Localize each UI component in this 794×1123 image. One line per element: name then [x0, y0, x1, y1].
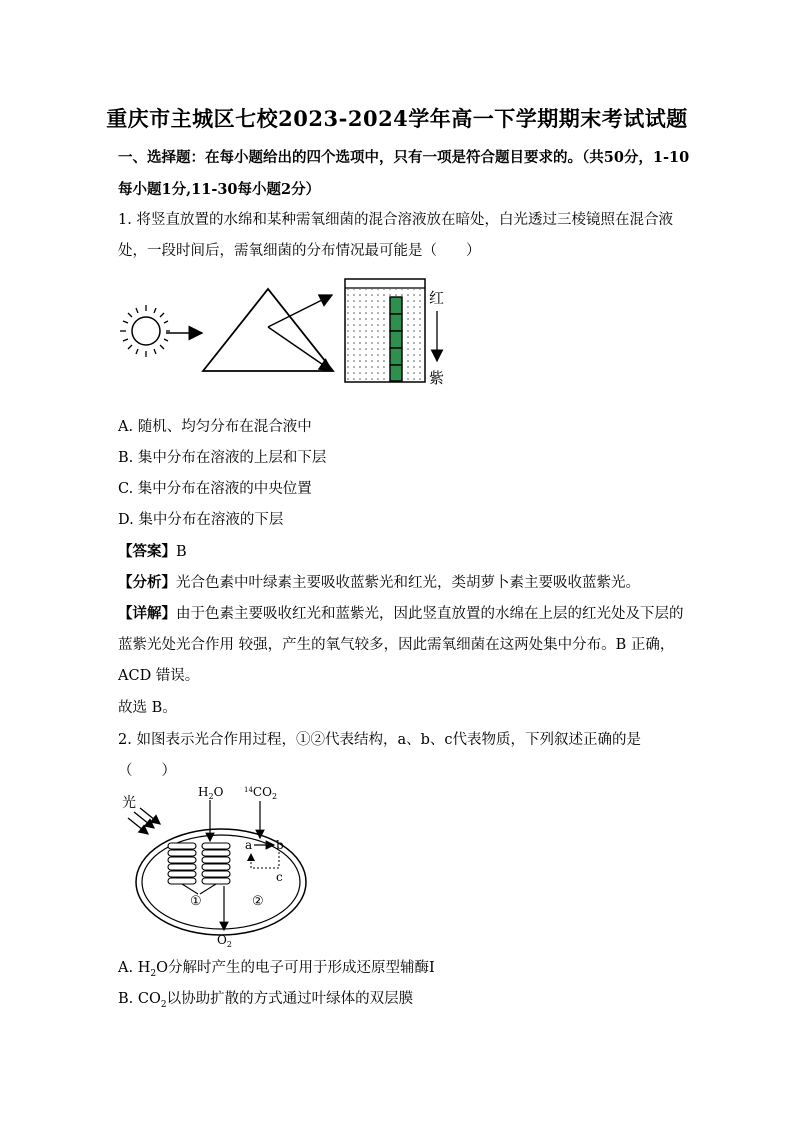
q1-detail-line1	[118, 602, 684, 623]
q1-analysis	[118, 571, 640, 592]
sun-icon	[120, 305, 170, 357]
q1-conclusion: 故选 B。	[118, 700, 177, 716]
q1-prism-figure	[118, 275, 458, 390]
spirogyra-filament	[390, 297, 402, 381]
co2-label: $^{14}CO_2$	[244, 785, 278, 801]
section-heading-line2: 每小题1分,11-30每小题2分）	[118, 181, 321, 198]
page-title: 重庆市主城区七校2023-2024学年高一下学期期末考试试题	[106, 106, 688, 131]
q1-stem-line1: 1. 将竖直放置的水绵和某种需氧细菌的混合溶液放在暗处，白光透过三棱镜照在混合液	[118, 212, 673, 228]
label-red: 红	[429, 289, 445, 307]
detail-text-1: 由于色素主要吸收红光和蓝紫光，因此竖直放置的水绵在上层的红光处及下层的	[176, 606, 684, 622]
structure-2-label: ②	[252, 894, 264, 909]
q1-option-c: C. 集中分布在溶液的中央位置	[118, 481, 312, 497]
substance-c: c	[276, 870, 283, 884]
answer-tag: 【答案】	[118, 543, 176, 560]
q1-option-a: A. 随机、均匀分布在混合液中	[118, 419, 312, 435]
q2-stem-line2: （ ）	[118, 763, 176, 779]
q1-detail-line2: 蓝紫光处光合作用 较强，产生的氧气较多，因此需氧细菌在这两处集中分布。B 正确，	[118, 637, 675, 653]
detail-tag: 【详解】	[118, 605, 176, 622]
o2-label: $O_2$	[217, 933, 232, 949]
h2o-label: $H_2O$	[198, 785, 224, 801]
q1-detail-line3: ACD 错误。	[118, 668, 200, 684]
q1-option-b: B. 集中分布在溶液的上层和下层	[118, 450, 327, 466]
q2-option-a: A. $H_2O$分解时产生的电子可用于形成还原型辅酶Ⅰ	[118, 960, 435, 979]
q1-answer	[118, 540, 187, 561]
q1-stem-line2: 处，一段时间后，需氧细菌的分布情况最可能是（ ）	[118, 243, 481, 259]
substance-a: a	[245, 838, 253, 852]
q2-option-b: B. $CO_2$以协助扩散的方式通过叶绿体的双层膜	[118, 991, 414, 1010]
light-arrows	[128, 808, 160, 834]
q2-chloroplast-figure	[118, 782, 328, 952]
structure-1-label: ①	[190, 894, 202, 909]
section-heading-line1: 一、选择题：在每小题给出的四个选项中，只有一项是符合题目要求的。（共50分，1-10	[118, 149, 690, 166]
q1-option-d: D. 集中分布在溶液的下层	[118, 512, 284, 528]
analysis-tag: 【分析】	[118, 574, 176, 591]
analysis-text: 光合色素中叶绿素主要吸收蓝紫光和红光，类胡萝卜素主要吸收蓝紫光。	[176, 575, 640, 591]
label-violet: 紫	[429, 369, 445, 387]
q2-stem-line1: 2. 如图表示光合作用过程，①②代表结构，a、b、c代表物质，下列叙述正确的是	[118, 732, 641, 748]
grana-stacks	[168, 843, 230, 884]
answer-value: B	[176, 544, 187, 560]
light-label: 光	[122, 795, 136, 811]
substance-b: b	[276, 838, 284, 852]
